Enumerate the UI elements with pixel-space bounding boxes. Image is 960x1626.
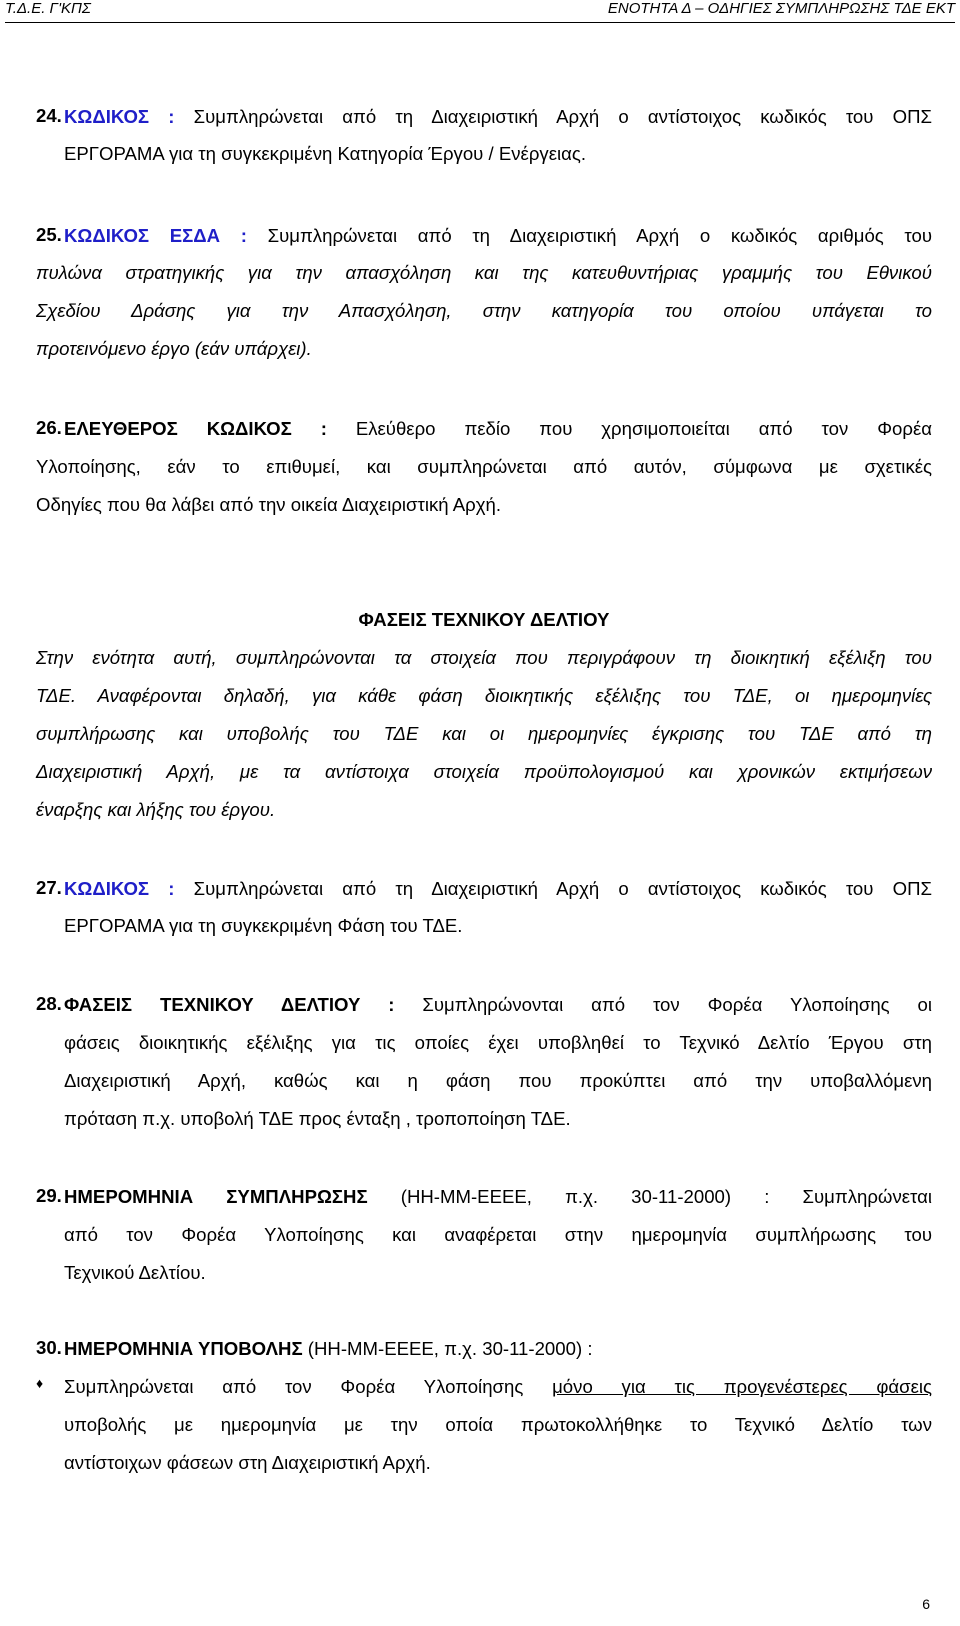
page-header [5,0,955,23]
item-number: 24. [36,105,62,126]
section-title: ΦΑΣΕΙΣ ΤΕΧΝΙΚΟΥ ΔΕΛΤΙΟΥ [358,609,610,630]
document-page: Τ.Δ.Ε. Γ'ΚΠΣ ΕΝΟΤΗΤΑ Δ – ΟΔΗΓΙΕΣ ΣΥΜΠΛΗΡΩΣΗΣ ΤΔΕ ΕΚΤ 24. ΚΩΔΙΚΟΣ : Συμπληρώνεται από τη Διαχειριστική Αρχή ο αντίστοιχος κωδικός του ΟΠΣ ΕΡΓΟΡΑΜΑ για τη συγκεκριμένη Κατηγορία Έργου / Ενέργειας. 25. ΚΩΔΙΚΟΣ ΕΣΔΑ : Συμπληρώνεται από τη Διαχειριστική Αρχή ο κωδικός αριθμός του πυλώνα στρατηγικής για την απασχόληση και της κατευθυντήριας γραμμής του Εθνικού Σχεδίου Δράσης για την Απασχόληση, στην κατηγορία του οποίου υπάγεται το προτεινόμενο έργο (εάν υπάρχει). 26. ΕΛΕΥΘΕΡΟΣ ΚΩΔΙΚΟΣ : Ελεύθερο πεδίο που χρησιμοποιείται από τον Φορέα Υλοποίησης, εάν το επιθυμεί, και συμπληρώνεται από αυτόν, σύμφωνα με σχετικές Οδηγίες που θα λάβει από την οικεία Διαχειριστική Αρχή. ΦΑΣΕΙΣ ΤΕΧΝΙΚΟΥ ΔΕΛΤΙΟΥ Στην ενότητα αυτή, συμπληρώνονται τα στοιχεία που περιγράφουν τη διοικητική εξέλιξη του ΤΔΕ. Αναφέρονται δηλαδή, για κάθε φάση διοικητικής εξέλιξης του ΤΔΕ, οι ημερομηνίες συμπλήρωσης και υποβολής του ΤΔΕ και οι ημερομηνίες έγκρισης του ΤΔΕ από τη Διαχειριστική Αρχή, με τα αντίστοιχα στοιχεία προϋπολογισμού και χρονικών εκτιμήσεων έναρξης και λήξης του έργου. 27. ΚΩΔΙΚΟΣ : Συμπληρώνεται από τη Διαχειριστική Αρχή ο αντίστοιχος κωδικός του ΟΠΣ ΕΡΓΟΡΑΜΑ για τη συγκεκριμένη Φάση του ΤΔΕ. 28. ΦΑΣΕΙΣ ΤΕΧΝΙΚΟΥ ΔΕΛΤΙΟΥ : Συμπληρώνονται από τον Φορέα Υλοποίησης οι φάσεις διοικητικής εξέλιξης για τις οποίες έχει υποβληθεί το Τεχνικό Δελτίο Έργου στη Διαχειριστική Αρχή, καθώς και η φάση που προκύπτει από την υποβαλλόμενη πρόταση π.χ. υποβολή ΤΔΕ προς ένταξη , τροποποίηση ΤΔΕ. 29. ΗΜΕΡΟΜΗΝΙΑ ΣΥΜΠΛΗΡΩΣΗΣ (ΗΗ-ΜΜ-ΕΕΕΕ, π.χ. 30-11-2000) : Συμπληρώνεται από τον Φορέα Υλοποίησης και αναφέρεται στην ημερομηνία συμπλήρωσης του Τεχνικού Δελτίου. 30. ΗΜΕΡΟΜΗΝΙΑ ΥΠΟΒΟΛΗΣ (ΗΗ-ΜΜ-ΕΕΕΕ, π.χ. 30-11-2000) : ♦ Συμπληρώνεται από τον Φορέα Υλοποίησης μόνο για τις προγενέστερες φάσεις υποβολής με ημερομηνία με την οποία πρωτοκολλήθηκε το Τεχνικό Δελτίο των αντίστοιχων φάσεων στη Διαχειριστική Αρχή. 6 [5,0,955,1612]
item-number: 27. [36,877,62,898]
item-number: 30. [36,1337,62,1358]
item-number: 29. [36,1185,62,1206]
page-number: 6 [922,1596,930,1612]
item-term: ΗΜΕΡΟΜΗΝΙΑ ΣΥΜΠΛΗΡΩΣΗΣ [64,1186,368,1207]
item-term: ΚΩΔΙΚΟΣ ΕΣΔΑ : [64,225,247,246]
item-number: 25. [36,224,62,245]
item-term: ΗΜΕΡΟΜΗΝΙΑ ΥΠΟΒΟΛΗΣ [64,1338,303,1359]
diamond-bullet-icon: ♦ [36,1375,44,1391]
header-right: ΕΝΟΤΗΤΑ Δ – ΟΔΗΓΙΕΣ ΣΥΜΠΛΗΡΩΣΗΣ ΤΔΕ ΕΚΤ [607,0,955,17]
item-term: ΚΩΔΙΚΟΣ : [64,106,175,127]
item-term: ΚΩΔΙΚΟΣ : [64,878,175,899]
header-left: Τ.Δ.Ε. Γ'ΚΠΣ [5,0,91,17]
item-term: ΕΛΕΥΘΕΡΟΣ ΚΩΔΙΚΟΣ : [64,418,327,439]
item-number: 26. [36,417,62,438]
item-number: 28. [36,993,62,1014]
item-term: ΦΑΣΕΙΣ ΤΕΧΝΙΚΟΥ ΔΕΛΤΙΟΥ : [64,994,395,1015]
